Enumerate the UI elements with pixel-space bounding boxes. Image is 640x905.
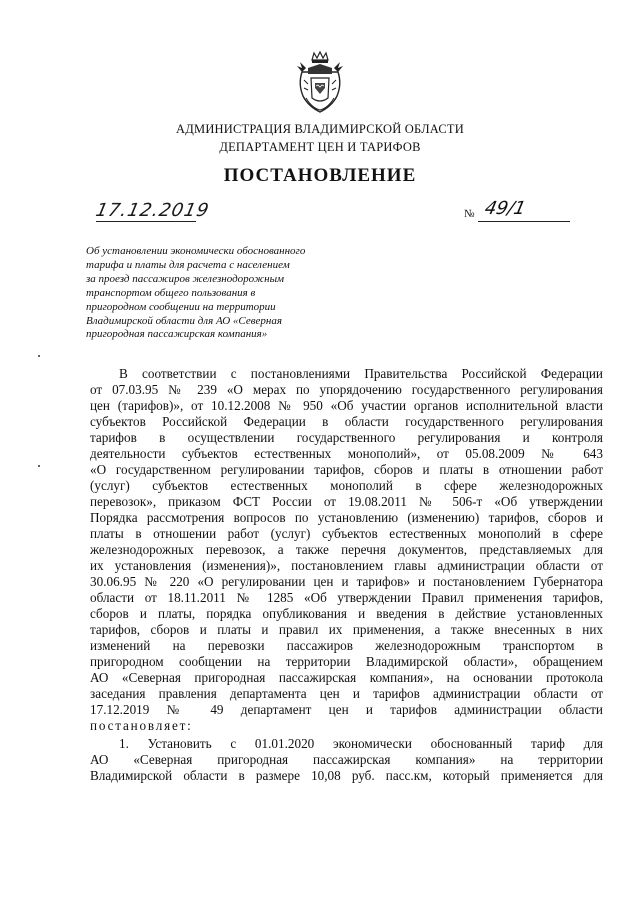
document-subject — [86, 245, 386, 342]
body-line: деятельности субъектов естественных монополий», от 05.08.2009 № 643 — [90, 446, 603, 461]
body-line: «О государственном регулировании тарифов, сборов и платы в отношении работ — [90, 462, 603, 477]
subject-line: Об установлении экономически обоснованного — [86, 245, 306, 257]
document-body — [90, 366, 603, 784]
body-line: тарифов в осуществлении государственного регулирования и контроля — [90, 430, 603, 445]
document-number: 49/1 — [482, 198, 528, 219]
body-line: субъектов Российской Федерации в области государственного регулирования — [90, 414, 603, 429]
body-line: Порядка рассмотрения вопросов по установлению (изменению) тарифов, сборов и — [90, 510, 603, 525]
body-line: перевозок», приказом ФСТ России от 19.08.2011 № 506-т «Об утверждении — [90, 494, 603, 509]
subject-line: пригородном сообщении на территории — [86, 300, 276, 313]
body-line: постановляет: — [90, 718, 193, 733]
body-line: заседания правления департамента цен и тарифов администрации области от — [90, 686, 603, 701]
document-date: 17.12.2019 — [93, 200, 212, 221]
body-line: тарифов, сборов и платы и правил их применения, а также внесенных в них — [90, 622, 603, 637]
body-line: АО «Северная пригородная пассажирская компания», на основании протокола — [90, 670, 603, 685]
number-underline — [478, 221, 570, 222]
body-line: железнодорожных перевозок, а также перечня документов, представляемых для — [90, 542, 603, 557]
body-line: В соответствии с постановлениями Правительства Российской Федерации — [119, 366, 603, 381]
coat-of-arms-icon — [294, 50, 346, 116]
subject-line: Владимирской области для АО «Северная — [86, 314, 282, 327]
subject-line: за проезд пассажиров железнодорожным — [86, 272, 285, 285]
department-name: ДЕПАРТАМЕНТ ЦЕН И ТАРИФОВ — [219, 140, 421, 154]
body-line: 17.12.2019 № 49 департамент цен и тарифов администрации области — [90, 702, 603, 717]
document-title: ПОСТАНОВЛЕНИЕ — [223, 165, 417, 186]
subject-line: транспортом общего пользования в — [86, 286, 256, 299]
body-line: (услуг) субъектов естественных монополий в сфере железнодорожных — [90, 478, 603, 493]
date-underline — [96, 221, 196, 222]
body-line: 1. Установить с 01.01.2020 экономически обоснованный тариф для — [119, 736, 603, 751]
body-line: 30.06.95 № 220 «О регулировании цен и тарифов» и постановлением Губернатора — [90, 574, 603, 589]
body-line: платы в отношении работ (услуг) субъектов естественных монополий в сфере — [90, 526, 603, 541]
scan-speck — [38, 465, 40, 467]
body-line: области от 18.11.2011 № 1285 «Об утверждении Правил применения тарифов, — [90, 590, 603, 605]
org-name: АДМИНИСТРАЦИЯ ВЛАДИМИРСКОЙ ОБЛАСТИ — [176, 122, 464, 136]
body-line: АО «Северная пригородная пассажирская компания» на территории — [90, 752, 603, 767]
body-line: изменений на перевозки пассажиров железнодорожным транспортом в — [90, 638, 603, 653]
body-line: Владимирской области в размере 10,08 руб. пасс.км, который применяется для — [90, 768, 603, 783]
number-label: № — [464, 208, 475, 220]
body-line: пригородном сообщении на территории Владимирской области», обращением — [90, 654, 603, 669]
subject-line: пригородная пассажирская компания» — [86, 328, 268, 341]
body-line: от 07.03.95 № 239 «О мерах по упорядочению государственного регулирования — [90, 382, 603, 397]
body-line: цен (тарифов)», от 10.12.2008 № 950 «Об участии органов исполнительной власти — [90, 398, 603, 413]
body-line: сборов и платы, порядка опубликования и введения в действие установленных — [90, 606, 603, 621]
body-line: их установления (изменения)», постановлением главы администрации области от — [90, 558, 603, 573]
scan-speck — [38, 355, 40, 357]
subject-line: тарифа и платы для расчета с населением — [86, 258, 290, 271]
